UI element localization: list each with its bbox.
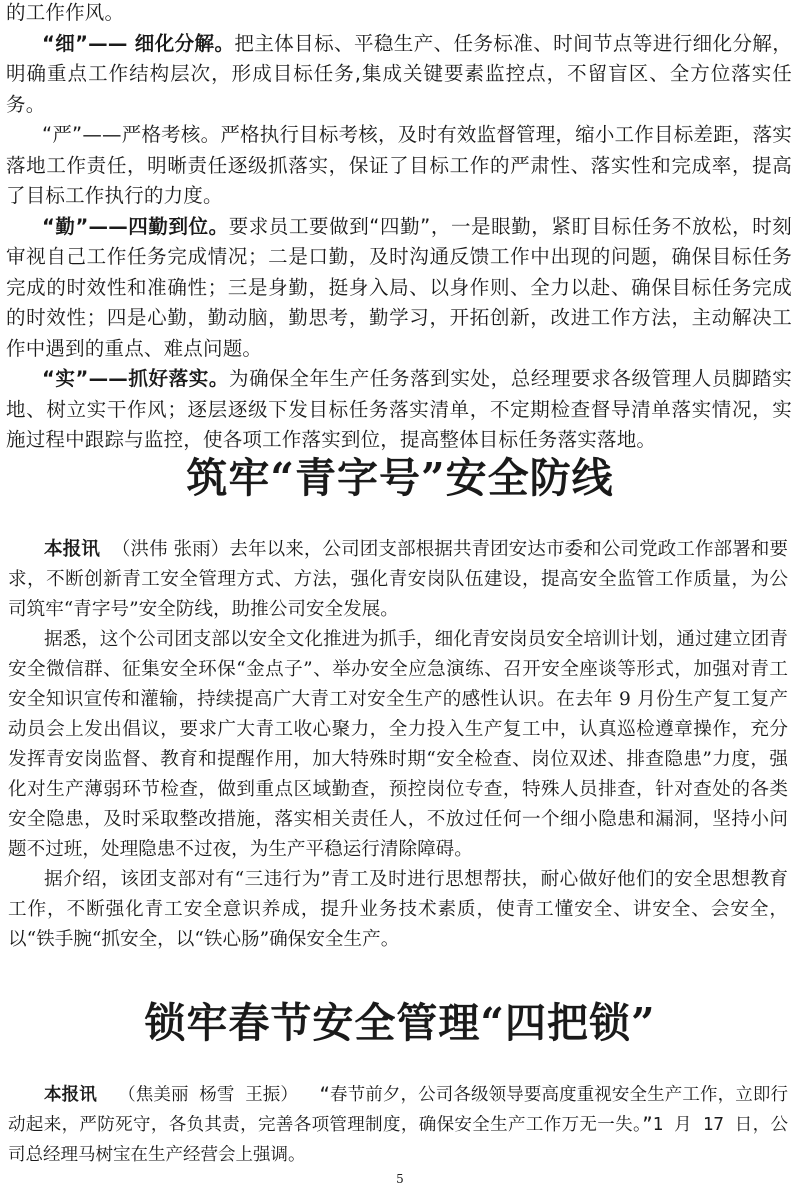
byline: （洪伟 张雨） [111, 539, 230, 560]
article-paragraph: 据介绍，该团支部对有“三违行为”青工及时进行思想帮扶，耐心做好他们的安全思想教育工作，不断强化青工安全意识养成，提升业务技术素质，使青工懂安全、讲安全、会安全，以“铁手腕“抓安全，以“铁心肠”确保安全生产。 [8, 869, 788, 950]
page-number: 5 [396, 1172, 404, 1186]
article-title-qingzihao: 筑牢“青字号”安全防线 [186, 454, 614, 502]
paragraph-text: “春节前夕，公司各级领导要高度重视安全生产工作，立即行动起来，严防死守，各负其责，完善各项管理制度，确保安全生产工作万无一失。”1 月 17 日，公司总经理马树宝在生产经营会上强调。 [8, 1085, 788, 1165]
byline: （焦美丽 杨雪 王振） [118, 1085, 299, 1105]
article-paragraph [8, 535, 788, 625]
paragraph-xi [6, 29, 792, 121]
article-body-sibasuo [8, 1080, 788, 1170]
news-tag: 本报讯 [44, 539, 100, 560]
article-title-sibasuo: 锁牢春节安全管理“四把锁” [144, 999, 656, 1047]
paragraph-text: 为确保全年生产任务落到实处，总经理要求各级管理人员脚踏实地、树立实干作风；逐层逐级下发目标任务落实清单，不定期检查督导清单落实情况，实施过程中跟踪与监控，使各项工作落实到位，提高整体目标任务落实落地。 [6, 367, 792, 451]
news-tag: 本报讯 [44, 1085, 97, 1105]
paragraph-text: 要求员工要做到“四勤”，一是眼勤，紧盯目标任务不放松，时刻审视自己工作任务完成情况；二是口勤，及时沟通反馈工作中出现的问题，确保目标任务完成的时效性和准确性；三是身勤，挺身入局、以身作则、全力以赴、确保目标任务完成的时效性；四是心勤，勤动脑，勤思考，勤学习，开拓创新，改进工作方法，主动解决工作中遇到的重点、难点问题。 [6, 214, 792, 360]
article-body-qingzihao [8, 535, 788, 955]
paragraph-yan [6, 120, 792, 212]
paragraph-lead: “严”——严格考核。 [42, 123, 221, 146]
paragraph-lead: “勤”——四勤到位。 [42, 214, 229, 238]
paragraph-text: 严格执行目标考核，及时有效监督管理，缩小工作目标差距，落实落地工作责任，明晰责任逐级抓落实，保证了目标工作的严肃性、落实性和完成率，提高了目标工作执行的力度。 [6, 123, 792, 207]
paragraph-lead: “实”——抓好落实。 [42, 367, 230, 390]
article-paragraph: 据悉，这个公司团支部以安全文化推进为抓手，细化青安岗员安全培训计划，通过建立团青安全微信群、征集安全环保“金点子”、举办安全应急演练、召开安全座谈等形式，加强对青工安全知识宣传和灌输，持续提高广大青工对安全生产的感性认识。在去年 9 月份生产复工复产动员会上发出倡议，要求广大青工收心聚力，全力投入生产复工中，认真巡检遵章操作，充分发挥青安岗监督、教育和提醒作用，加大特殊时期“安全检查、岗位双述、排查隐患”力度，强化对生产薄弱环节检查，做到重点区域勤查，预控岗位专查，特殊人员排查，针对查处的各类安全隐患，及时采取整改措施，落实相关责任人，不放过任何一个细小隐患和漏洞，坚持小问题不过班，处理隐患不过夜，为生产平稳运行清除障碍。 [8, 629, 788, 860]
section-continuation [6, 0, 792, 456]
paragraph-text: 去年以来，公司团支部根据共青团安达市委和公司党政工作部署和要求，不断创新青工安全管理方式、方法，强化青安岗队伍建设，提高安全监管工作质量，为公司筑牢“青字号”安全防线，助推公司安全发展。 [8, 539, 788, 620]
paragraph-qin [6, 212, 792, 365]
paragraph-shi [6, 364, 792, 456]
paragraph-lead: “细”—— 细化分解。 [42, 31, 235, 55]
article-paragraph [8, 1080, 788, 1170]
paragraph-text: 把主体目标、平稳生产、任务标准、时间节点等进行细化分解，明确重点工作结构层次，形成目标任务,集成关键要素监控点，不留盲区、全方位落实任务。 [6, 31, 792, 116]
continuation-line: 的工作作风。 [6, 1, 125, 24]
